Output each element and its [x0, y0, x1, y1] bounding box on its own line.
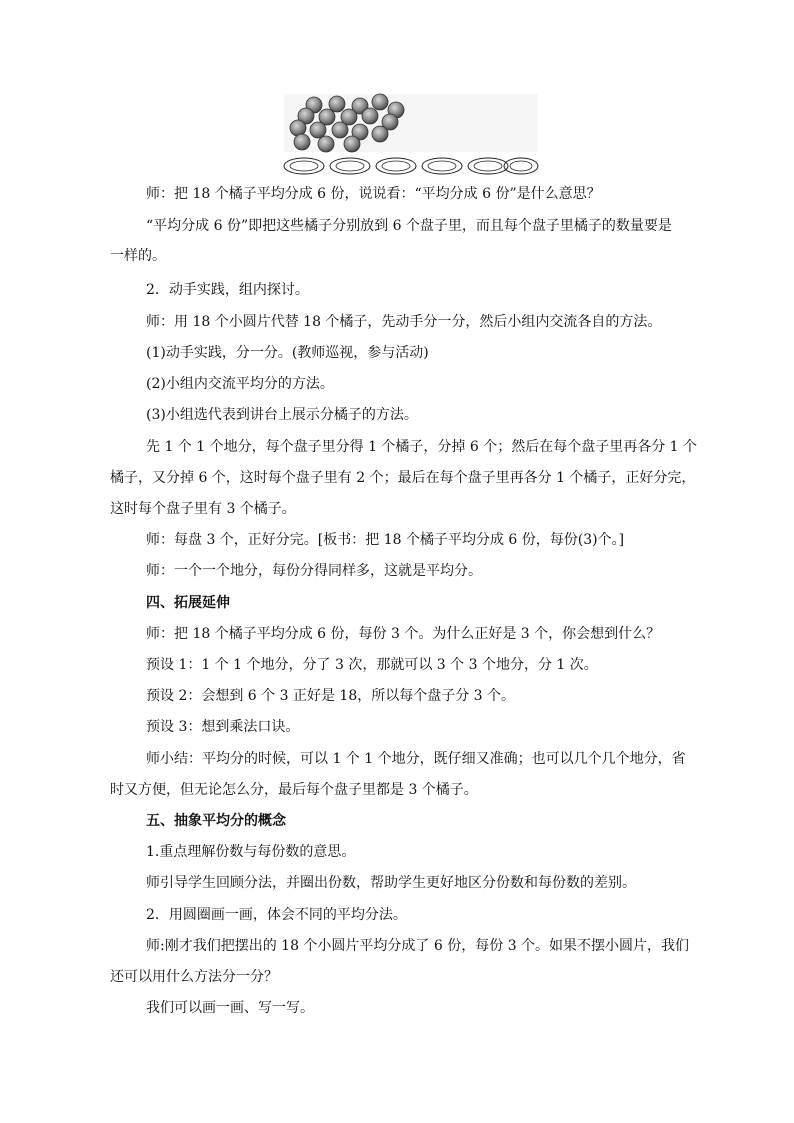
text-line: 师：用 18 个小圆片代替 18 个橘子，先动手分一分，然后小组内交流各自的方法。 [146, 314, 662, 330]
orange-icon [290, 120, 306, 136]
text-line: 师：每盘 3 个，正好分完。[板书：把 18 个橘子平均分成 6 份，每份(3)个。] [146, 532, 625, 548]
text-line: (2)小组内交流平均分的方法。 [146, 376, 334, 392]
orange-icon [318, 136, 334, 152]
plate-icon [376, 158, 416, 174]
orange-icon [362, 108, 378, 124]
text-line: 还可以用什么方法分一分？ [110, 969, 278, 985]
text-line: 时又方便，但无论怎么分，最后每个盘子里都是 3 个橘子。 [110, 782, 478, 798]
text-line: “平均分成 6 份”即把这些橘子分别放到 6 个盘子里，而且每个盘子里橘子的数量要是 [146, 218, 672, 234]
text-line: 先 1 个 1 个地分，每个盘子里分得 1 个橘子，分掉 6 个；然后在每个盘子里再各分 1 个 [146, 439, 698, 455]
text-line: 预设 2：会想到 6 个 3 正好是 18，所以每个盘子分 3 个。 [146, 688, 516, 704]
text-line: 师：把 18 个橘子平均分成 6 份，每份 3 个。为什么正好是 3 个，你会想到什么？ [146, 626, 661, 642]
plate-icon [284, 158, 324, 174]
text-line: 师引导学生回顾分法，并圈出份数，帮助学生更好地区分份数和每份数的差别。 [146, 875, 636, 891]
text-line: 师:刚才我们把摆出的 18 个小圆片平均分成了 6 份，每份 3 个。如果不摆小圆片，我们 [146, 938, 690, 954]
orange-icon [372, 126, 388, 142]
text-line: 师：把 18 个橘子平均分成 6 份，说说看：“平均分成 6 份”是什么意思？ [146, 186, 601, 202]
text-line: 这时每个盘子里有 3 个橘子。 [110, 501, 296, 517]
text-line: 2．用圆圈画一画，体会不同的平均分法。 [146, 907, 407, 923]
text-line: 橘子，又分掉 6 个，这时每个盘子里有 2 个；最后在每个盘子里再各分 1 个橘子，正好分完， [110, 470, 696, 486]
text-line: 我们可以画一画、写一写。 [146, 1000, 314, 1016]
text-line: 师小结：平均分的时候，可以 1 个 1 个地分，既仔细又准确；也可以几个几个地分，省 [146, 751, 686, 767]
orange-icon [372, 94, 388, 110]
orange-icon [332, 122, 348, 138]
text-line: (1)动手实践，分一分。(教师巡视，参与活动) [146, 345, 429, 361]
text-line: 师：一个一个地分，每份分得同样多，这就是平均分。 [146, 563, 482, 579]
orange-icon [344, 136, 360, 152]
plates-group [284, 158, 538, 174]
text-line: 预设 1：1 个 1 个地分，分了 3 次，那就可以 3 个 3 个地分，分 1 次。 [146, 657, 598, 673]
orange-icon [310, 122, 326, 138]
text-line: (3)小组选代表到讲台上展示分橘子的方法。 [146, 407, 418, 423]
orange-icon [329, 96, 345, 112]
oranges-and-plates-illustration [270, 92, 540, 182]
orange-icon [294, 134, 310, 150]
plate-icon [422, 158, 462, 174]
section-heading: 四、拓展延伸 [146, 595, 230, 611]
section-heading: 五、抽象平均分的概念 [146, 813, 286, 829]
plate-icon [468, 158, 508, 174]
text-line: 2．动手实践，组内探讨。 [146, 282, 309, 298]
text-line: 1.重点理解份数与每份数的意思。 [146, 844, 356, 860]
text-line: 预设 3：想到乘法口诀。 [146, 719, 300, 735]
plate-icon [504, 158, 538, 174]
plate-icon [330, 158, 370, 174]
text-line: 一样的。 [110, 248, 166, 264]
